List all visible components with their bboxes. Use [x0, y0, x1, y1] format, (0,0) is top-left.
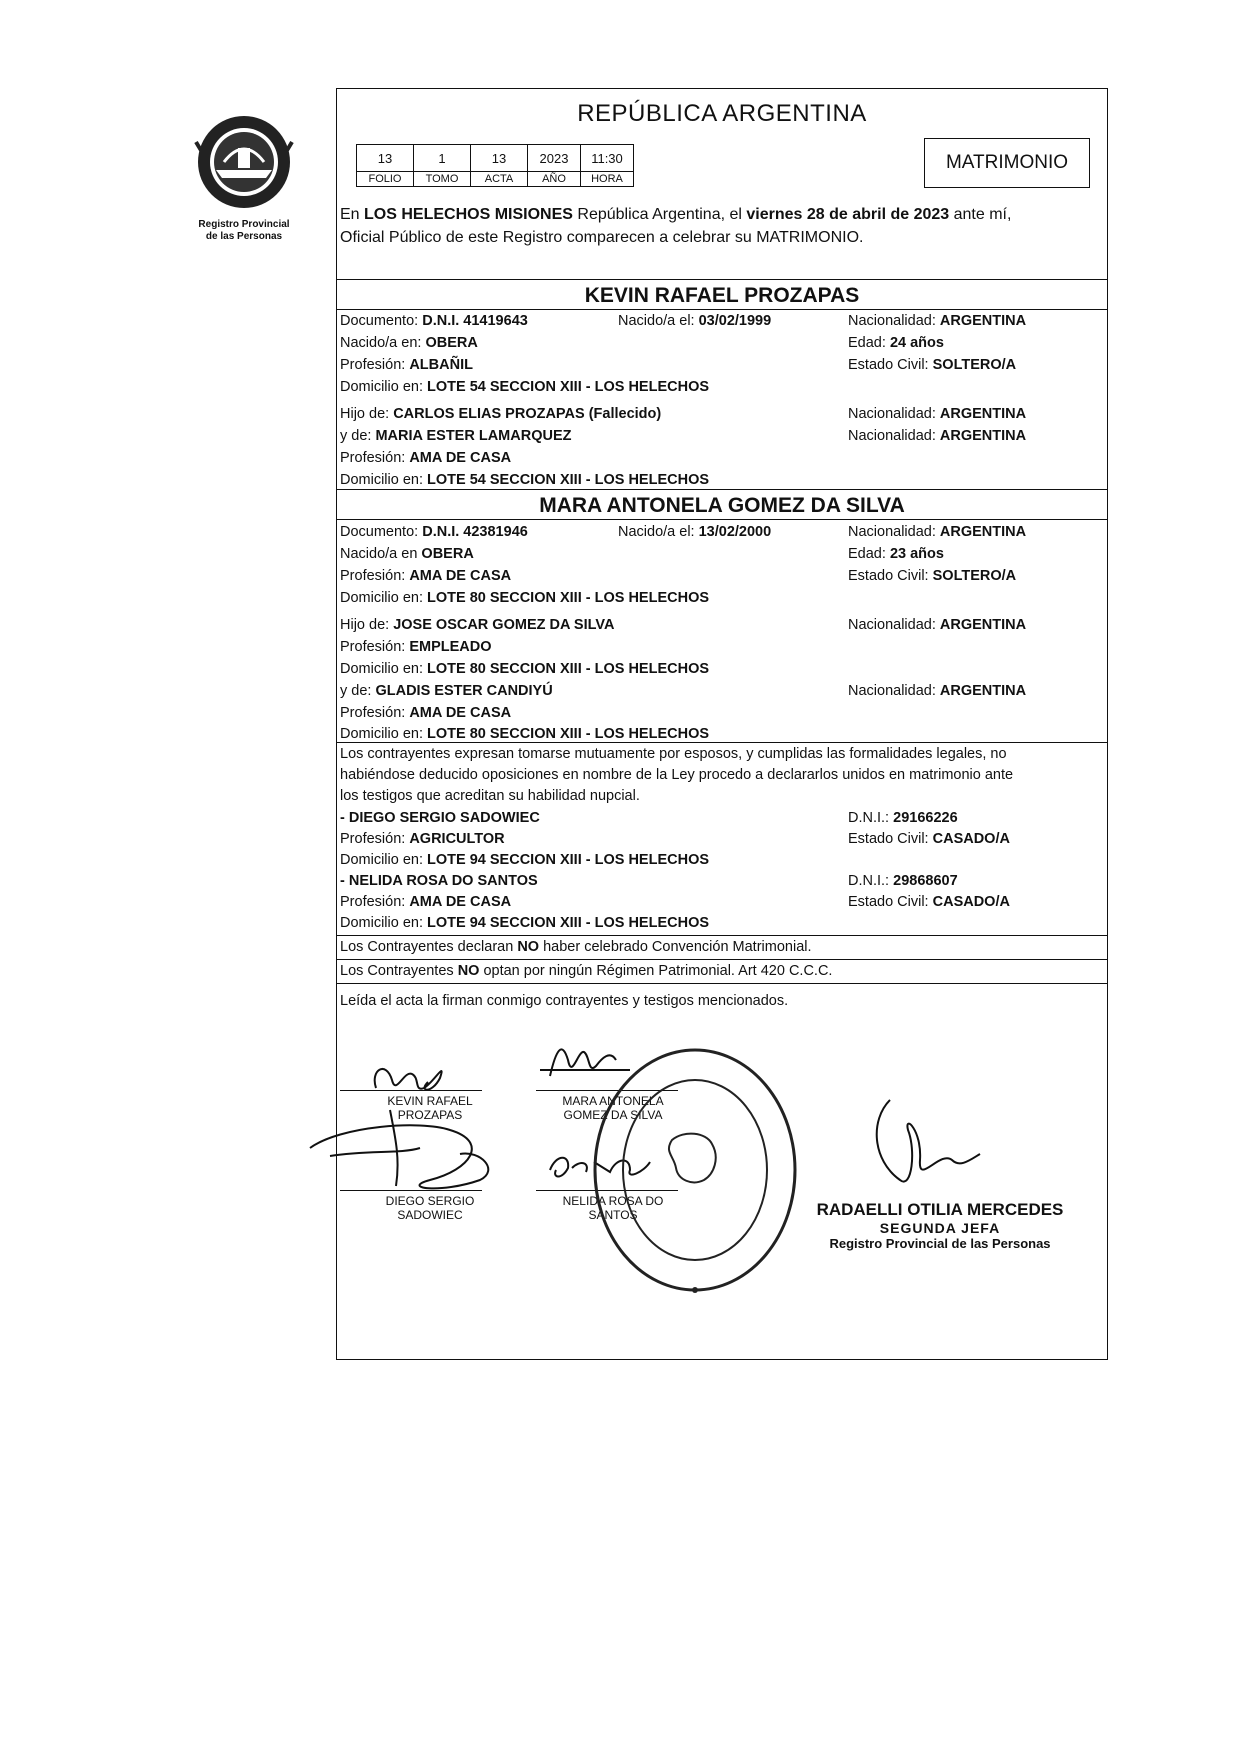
party-2-father: Hijo de: JOSE OSCAR GOMEZ DA SILVA — [340, 617, 615, 633]
registry-caption-2: de las Personas — [205, 231, 283, 242]
record-index-table — [356, 144, 634, 187]
divider-convention — [336, 935, 1108, 936]
official-name: RADAELLI OTILIA MERCEDES — [816, 1200, 1064, 1219]
party-1-document: Documento: D.N.I. 41419643 — [340, 313, 528, 329]
party-1-civil-status: Estado Civil: SOLTERO/A — [848, 357, 1017, 373]
signature-line-3 — [340, 1190, 482, 1191]
party-1-nationality: Nacionalidad: ARGENTINA — [848, 313, 1027, 329]
intro-paragraph — [340, 203, 1106, 249]
document-title: REPÚBLICA ARGENTINA — [577, 100, 867, 127]
divider-declaration — [336, 742, 1108, 743]
anio-label: AÑO — [528, 172, 581, 187]
party-2-mother: y de: GLADIS ESTER CANDIYÚ — [340, 683, 553, 699]
witness-2-dni: D.N.I.: 29868607 — [848, 873, 958, 889]
hora-value: 11:30 — [581, 145, 634, 172]
witness-2-civil-status: Estado Civil: CASADO/A — [848, 894, 1010, 910]
party-2-name: MARA ANTONELA GOMEZ DA SILVA — [336, 489, 1108, 520]
registry-stamp-icon — [580, 1040, 810, 1300]
party-2-mother-address: Domicilio en: LOTE 80 SECCION XIII - LOS HELECHOS — [340, 726, 710, 742]
party-2-father-profession: Profesión: EMPLEADO — [340, 639, 492, 655]
party-1-father-nationality: Nacionalidad: ARGENTINA — [848, 406, 1027, 422]
party-2-nationality: Nacionalidad: ARGENTINA — [848, 524, 1027, 540]
party-2-birthplace: Nacido/a en OBERA — [340, 546, 474, 562]
party-2-mother-profession: Profesión: AMA DE CASA — [340, 705, 512, 721]
party-1-mother-address: Domicilio en: LOTE 54 SECCION XIII - LOS HELECHOS — [340, 472, 710, 488]
witness-1-address: Domicilio en: LOTE 94 SECCION XIII - LOS HELECHOS — [340, 852, 710, 868]
party-1-mother-nationality: Nacionalidad: ARGENTINA — [848, 428, 1027, 444]
witness-1-civil-status: Estado Civil: CASADO/A — [848, 831, 1010, 847]
signature-label-1: KEVIN RAFAEL PROZAPAS — [387, 1094, 473, 1122]
witness-2-address: Domicilio en: LOTE 94 SECCION XIII - LOS HELECHOS — [340, 915, 710, 931]
regime-statement: Los Contrayentes NO optan por ningún Régimen Patrimonial. Art 420 C.C.C. — [340, 963, 833, 979]
party-1-name: KEVIN RAFAEL PROZAPAS — [336, 279, 1108, 310]
intro-text-2: República Argentina, el — [572, 206, 747, 223]
witness-1-name: - DIEGO SERGIO SADOWIEC — [340, 810, 540, 826]
anio-value: 2023 — [528, 145, 581, 172]
declaration-line-2: habiéndose deducido oposiciones en nombre de la Ley procedo a declararlos unidos en matrimonio ante — [340, 767, 1014, 783]
act-type-box: MATRIMONIO — [924, 138, 1090, 188]
hora-label: HORA — [581, 172, 634, 187]
signature-label-4: NELIDA ROSA DO SANTOS — [562, 1194, 664, 1222]
witness-2-name: - NELIDA ROSA DO SANTOS — [340, 873, 538, 889]
party-2-document: Documento: D.N.I. 42381946 — [340, 524, 528, 540]
tomo-value: 1 — [414, 145, 471, 172]
party-2-civil-status: Estado Civil: SOLTERO/A — [848, 568, 1017, 584]
party-2-father-address: Domicilio en: LOTE 80 SECCION XIII - LOS HELECHOS — [340, 661, 710, 677]
intro-place: LOS HELECHOS MISIONES — [364, 206, 573, 223]
convention-statement: Los Contrayentes declaran NO haber celebrado Convención Matrimonial. — [340, 939, 812, 955]
party-1-birthplace: Nacido/a en: OBERA — [340, 335, 478, 351]
intro-text-1: En — [340, 206, 365, 223]
acta-label: ACTA — [471, 172, 528, 187]
party-2-address: Domicilio en: LOTE 80 SECCION XIII - LOS HELECHOS — [340, 590, 710, 606]
declaration-line-3: los testigos que acreditan su habilidad nupcial. — [340, 788, 640, 804]
intro-date: viernes 28 de abril de 2023 — [746, 206, 950, 223]
party-1-mother-profession: Profesión: AMA DE CASA — [340, 450, 512, 466]
reading-statement: Leída el acta la firman conmigo contrayentes y testigos mencionados. — [340, 993, 789, 1009]
party-1-father: Hijo de: CARLOS ELIAS PROZAPAS (Fallecido) — [340, 406, 662, 422]
official-block — [800, 1200, 1080, 1251]
divider-reading — [336, 983, 1108, 984]
party-2-mother-nationality: Nacionalidad: ARGENTINA — [848, 683, 1027, 699]
witness-1-dni: D.N.I.: 29166226 — [848, 810, 958, 826]
party-2-birthdate: Nacido/a el: 13/02/2000 — [618, 524, 772, 540]
witness-1-profession: Profesión: AGRICULTOR — [340, 831, 505, 847]
party-2-father-nationality: Nacionalidad: ARGENTINA — [848, 617, 1027, 633]
folio-label: FOLIO — [357, 172, 414, 187]
declaration-paragraph — [340, 744, 1106, 807]
divider-regime — [336, 959, 1108, 960]
registry-logo — [180, 112, 308, 243]
official-role: SEGUNDA JEFA — [879, 1220, 1001, 1236]
party-1-mother: y de: MARIA ESTER LAMARQUEZ — [340, 428, 572, 444]
registry-caption-1: Registro Provincial — [198, 219, 290, 230]
party-1-age: Edad: 24 años — [848, 335, 944, 351]
party-2-age: Edad: 23 años — [848, 546, 944, 562]
signature-label-3: DIEGO SERGIO SADOWIEC — [385, 1194, 475, 1222]
intro-text-3: ante mí, — [949, 206, 1012, 223]
official-organism: Registro Provincial de las Personas — [829, 1236, 1051, 1251]
intro-line-2: Oficial Público de este Registro comparecen a celebrar su MATRIMONIO. — [340, 229, 864, 246]
folio-value: 13 — [357, 145, 414, 172]
declaration-line-1: Los contrayentes expresan tomarse mutuamente por esposos, y cumplidas las formalidades legales, no — [340, 746, 1007, 762]
party-2-profession: Profesión: AMA DE CASA — [340, 568, 512, 584]
party-1-address: Domicilio en: LOTE 54 SECCION XIII - LOS HELECHOS — [340, 379, 710, 395]
party-1-birthdate: Nacido/a el: 03/02/1999 — [618, 313, 772, 329]
signature-line-1 — [340, 1090, 482, 1091]
signature-label-2: MARA ANTONELA GOMEZ DA SILVA — [562, 1094, 664, 1122]
acta-value: 13 — [471, 145, 528, 172]
tomo-label: TOMO — [414, 172, 471, 187]
official-signature — [860, 1090, 1000, 1210]
party-1-profession: Profesión: ALBAÑIL — [340, 357, 473, 373]
misiones-seal-icon — [194, 112, 294, 212]
signature-kevin — [375, 1069, 442, 1090]
witness-2-profession: Profesión: AMA DE CASA — [340, 894, 512, 910]
